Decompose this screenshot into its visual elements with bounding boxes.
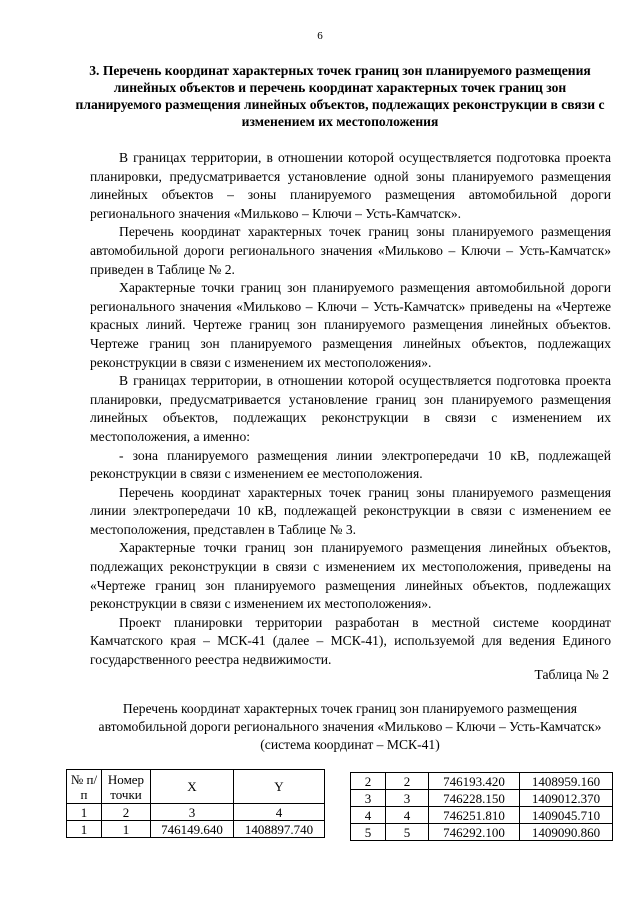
table-cell: 2 [102,804,151,821]
table-cell: 4 [351,807,386,824]
paragraph: Характерные точки границ зон планируемого размещения автомобильной дороги регионального значения «Мильково – Ключи – Усть-Камчатск» приведены на «Чертеже красных линий. Чертеже границ зон планируемого размещения линейных объектов. Чертеже границ зон планируемого размещения линейных объектов, подлежащих реконструкции в связи с изменением их местоположения». [90,280,611,370]
table-cell: 1409012.370 [520,790,613,807]
table-cell: 746228.150 [429,790,520,807]
table-cell: 3 [351,790,386,807]
paragraph: Перечень координат характерных точек границ зоны планируемого размещения линии электропередачи 10 кВ, подлежащей реконструкции в связи с изменением ее местоположения, представлен в Таблице № 3. [90,484,611,537]
table-cell: 1408897.740 [234,821,325,838]
table-cell: 4 [386,807,429,824]
table-cell: 1409090.860 [520,824,613,841]
table-row [351,773,613,790]
paragraph: Проект планировки территории разработан в местной системе координат Камчатского края – МСК-41 (далее – МСК-41), используемой для ведения Единого государственного реестра недвижимости. [90,614,611,668]
table-cell: 5 [351,824,386,841]
header-cell: Y [234,770,325,804]
table-cell: 746251.810 [429,807,520,824]
page-number: 6 [317,30,323,42]
table-cell: 1 [102,821,151,838]
table-cell: 1408959.160 [520,773,613,790]
table-cell: 2 [386,773,429,790]
table-cell: 746193.420 [429,773,520,790]
table-cell: 5 [386,824,429,841]
table-cell: 4 [234,804,325,821]
table-row [351,807,613,824]
table-header-row [67,770,325,804]
table-cell: 746149.640 [151,821,234,838]
section-heading: 3. Перечень координат характерных точек границ зон планируемого размещения линейных объектов и перечень координат характерных точек границ зон планируемого размещения линейных объектов, подлежащих реконструкции в связи с изменением их местоположения [75,63,605,129]
table-cell: 2 [351,773,386,790]
paragraph: Характерные точки границ зон планируемого размещения линейных объектов, подлежащих реконструкции в связи с изменением их местоположения, приведены на «Чертеже границ зон планируемого размещения линейных объектов, подлежащих реконструкции в связи с изменением их местоположения». [90,540,611,612]
paragraph: В границах территории, в отношении которой осуществляется подготовка проекта планировки, предусматривается установление одной зоны планируемого размещения линейных объектов – зоны планируемого размещения автомобильной дороги регионального значения «Мильково – Ключи – Усть-Камчатск». [90,150,611,221]
table-cell: 746292.100 [429,824,520,841]
table-title: Перечень координат характерных точек границ зон планируемого размещения автомобильной дороги регионального значения «Мильково – Ключи – Усть-Камчатск» (система координат – МСК-41) [98,701,602,752]
table-cell: 1 [67,821,102,838]
table-cell: 1409045.710 [520,807,613,824]
table-cell: 1 [67,804,102,821]
header-cell: X [151,770,234,804]
coordinates-table-left [66,769,325,838]
table-caption: Таблица № 2 [534,667,609,682]
table-cell: 3 [151,804,234,821]
paragraph: В границах территории, в отношении которой осуществляется подготовка проекта планировки, предусматривается установление границ зон планируемого размещения линейных объектов, подлежащих реконструкции в связи с изменением их местоположения, а именно: [90,373,611,444]
table-row [67,821,325,838]
body-text [90,149,611,670]
table-row [351,790,613,807]
table-row [351,824,613,841]
column-number-row [67,804,325,821]
table-cell: 3 [386,790,429,807]
header-cell: № п/п [67,770,102,804]
header-cell: Номер точки [102,770,151,804]
paragraph: - зона планируемого размещения линии электропередачи 10 кВ, подлежащей реконструкции в связи с изменением ее местоположения. [90,447,611,482]
paragraph: Перечень координат характерных точек границ зоны планируемого размещения автомобильной дороги регионального значения «Мильково – Ключи – Усть-Камчатск» приведен в Таблице № 2. [90,224,611,277]
coordinates-table-right [350,772,613,841]
